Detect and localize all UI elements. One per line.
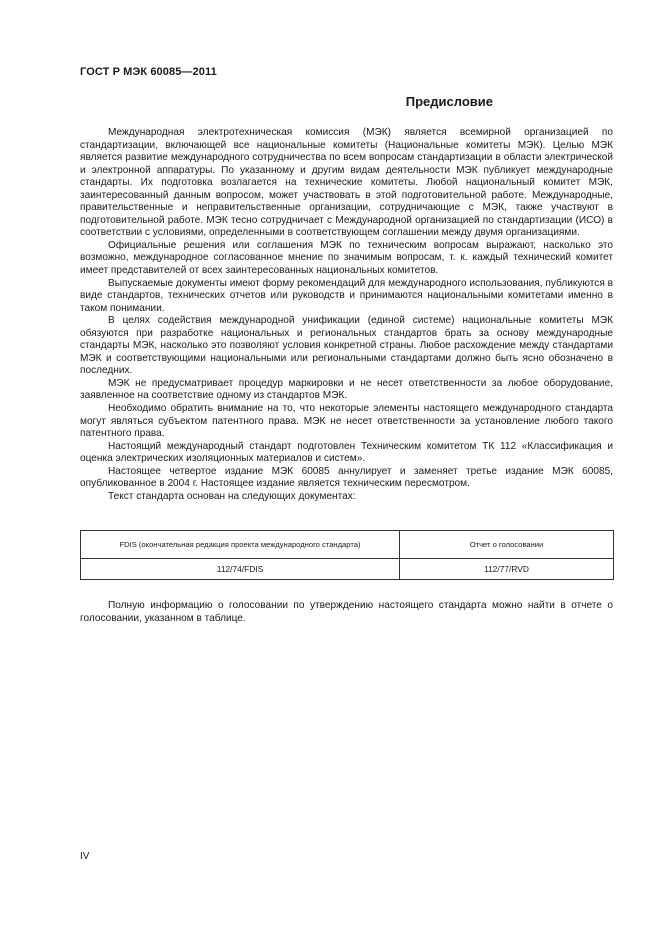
documents-table — [80, 530, 614, 580]
table-header-cell: Отчет о голосовании — [400, 531, 614, 559]
paragraph: Настоящий международный стандарт подготовлен Техническим комитетом ТК 112 «Классификация и оценка электрических изоляционных материалов и систем». — [80, 440, 613, 465]
page-title — [80, 94, 613, 109]
paragraph: Настоящее четвертое издание МЭК 60085 аннулирует и заменяет третье издание МЭК 60085, опубликованное в 2004 г. Настоящее издание является техническим пересмотром. — [80, 465, 613, 490]
paragraph: Необходимо обратить внимание на то, что некоторые элементы настоящего международного стандарта могут являться субъектом патентного права. МЭК не несет ответственности за установление любого такого патентного права. — [80, 403, 613, 440]
document-header: ГОСТ Р МЭК 60085—2011 — [80, 66, 217, 78]
page-title-text: Предисловие — [405, 94, 493, 109]
paragraph: Выпускаемые документы имеют форму рекомендаций для международного использования, публикуются в виде стандартов, технических отчетов или руководств и принимаются национальными комитетами именно в таком понимании. — [80, 277, 613, 314]
table-cell: 112/74/FDIS — [81, 559, 400, 580]
paragraph: МЭК не предусматривает процедур маркировки и не несет ответственности за любое оборудование, заявленное на соответствие одному из стандартов МЭК. — [80, 377, 613, 402]
paragraph: Полную информацию о голосовании по утверждению настоящего стандарта можно найти в отчете о голосовании, указанном в таблице. — [80, 600, 613, 624]
page-number: IV — [80, 851, 90, 862]
table-row — [81, 559, 614, 580]
paragraph: Международная электротехническая комиссия (МЭК) является всемирной организацией по стандартизации, включающей все национальные комитеты (Национальные комитеты МЭК). Целью МЭК является развитие международного сотрудничества по всем вопросам стандартизации в области электрической и электронной аппаратуры. По указанному и другим видам деятельности МЭК публикует международные стандарты. Их подготовка возлагается на технические комитеты. Любой национальный комитет МЭК, заинтересованный данным вопросом, может участвовать в этой подготовительной работе. Международные, правительственные и неправительственные организации, сотрудничающие с МЭК, также участвуют в подготовительной работе. МЭК тесно сотрудничает с Международной организацией по стандартизации (ИСО) в соответствии с условиями, определенными в соответствующем соглашении между двумя организациями. — [80, 127, 613, 239]
foreword-body — [80, 127, 613, 503]
table-header-cell: FDIS (окончательная редакция проекта международного стандарта) — [81, 531, 400, 559]
table-cell: 112/77/RVD — [400, 559, 614, 580]
table-header-row — [81, 531, 614, 559]
after-table-text — [80, 600, 613, 625]
paragraph: Текст стандарта основан на следующих документах: — [108, 490, 356, 502]
paragraph: Официальные решения или соглашения МЭК по техническим вопросам выражают, насколько это возможно, международное согласованное мнение по значимым вопросам, т. к. каждый технический комитет имеет представителей от всех заинтересованных национальных комитетов. — [80, 239, 613, 277]
paragraph: В целях содействия международной унификации (единой системе) национальные комитеты МЭК обязуются при разработке национальных и региональных стандартов брать за основу международные стандарты МЭК, насколько это позволяют условия конкретной страны. Любое расхождение между стандартами МЭК и соответствующими национальными или региональными стандартами должно быть ясно обозначено в последних. — [80, 315, 613, 377]
